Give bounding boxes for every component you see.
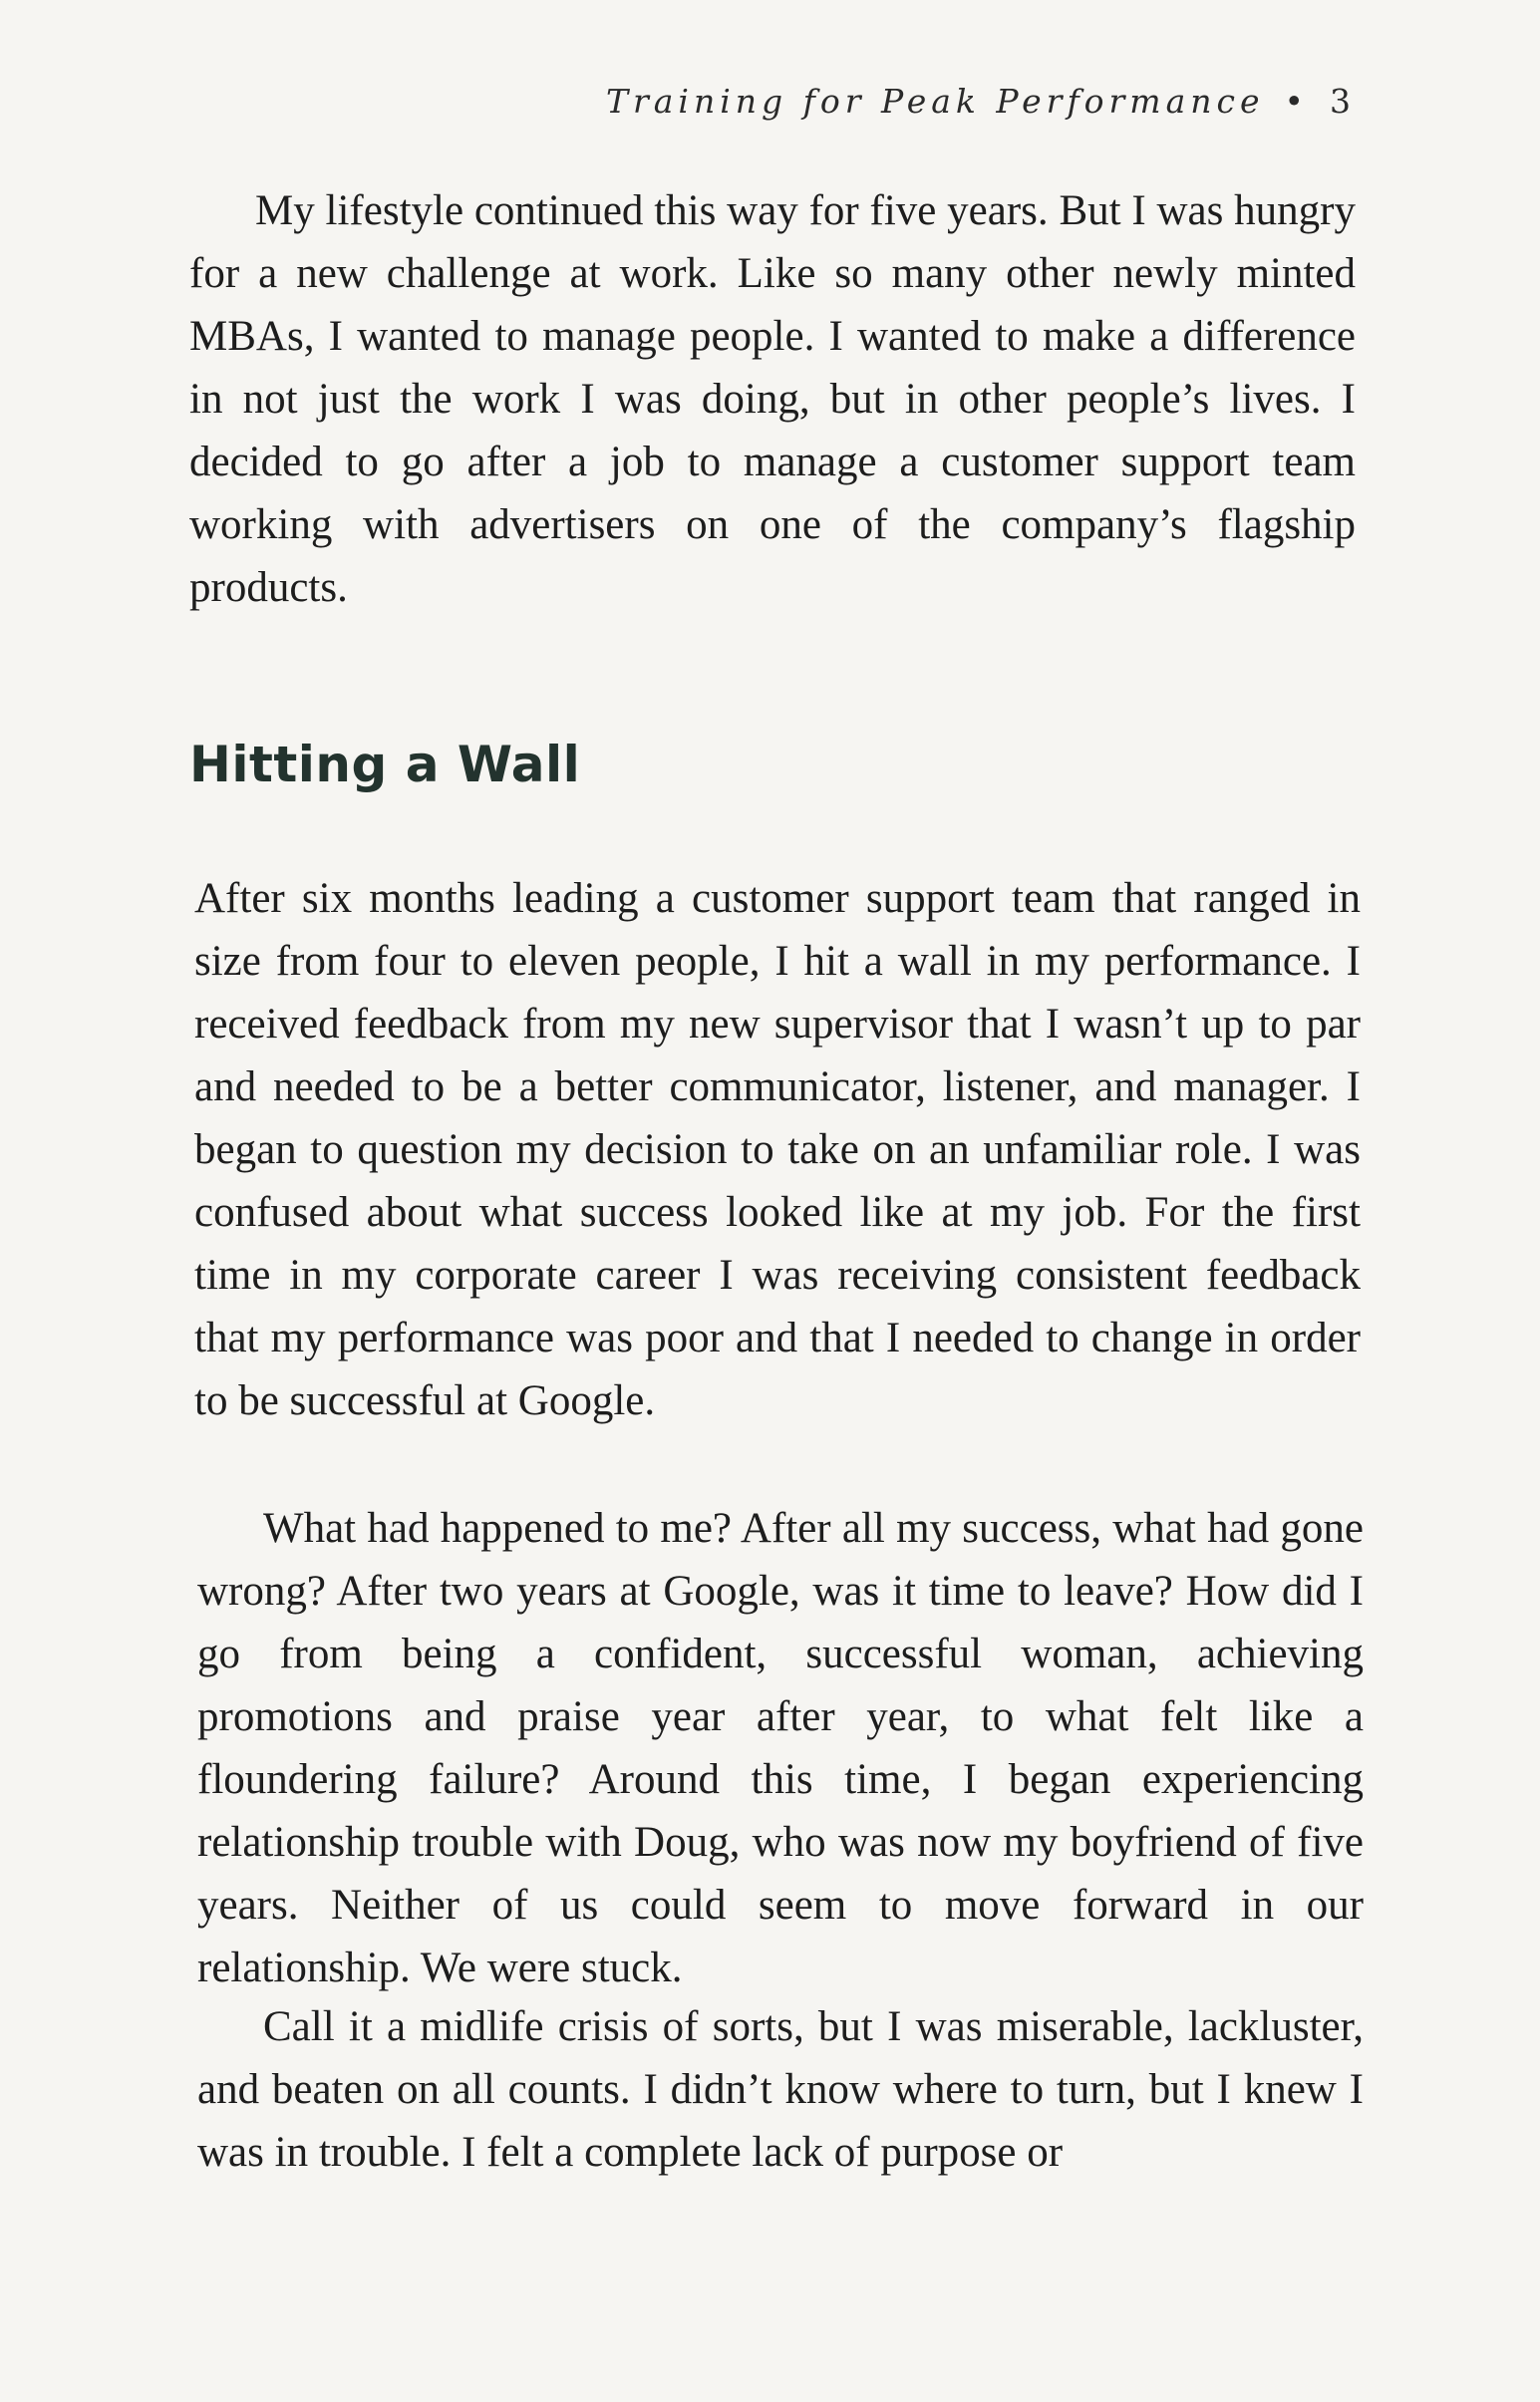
paragraph-midlife-crisis: Call it a midlife crisis of sorts, but I was miserable, lackluster, and beaten on all counts. I didn’t know where to turn, but I knew I was in trouble. I felt a complete lack of purpose or bbox=[197, 2003, 1364, 2176]
header-separator: • bbox=[1284, 82, 1304, 121]
paragraph-lifestyle: My lifestyle continued this way for five years. But I was hungry for a new challenge at work. Like so many other newly minted MBAs, I wanted to manage people. I wanted to make a difference in not just the work I was doing, but in other people’s lives. I decided to go after a job to manage a customer support team working with advertisers on one of the company’s flagship products. bbox=[189, 187, 1356, 611]
paragraph-hitting-wall: After six months leading a customer support team that ranged in size from four to eleven people, I hit a wall in my performance. I received feedback from my new supervisor that I wasn’t up to par and needed to be a better communicator, listener, and manager. I began to question my decision to take on an unfamiliar role. I was confused about what success looked like at my job. For the first time in my corporate career I was receiving consistent feedback that my performance was poor and that I needed to change in order to be successful at Google. bbox=[194, 875, 1361, 1424]
paragraph-what-happened: What had happened to me? After all my success, what had gone wrong? After two years at Google, was it time to leave? How did I go from being a confident, successful woman, achieving promotions and praise year after year, to what felt like a floundering failure? Around this time, I began experiencing relationship trouble with Doug, who was now my boyfriend of five years. Neither of us could seem to move forward in our relationship. We were stuck. bbox=[197, 1505, 1364, 1991]
running-title: Training for Peak Performance bbox=[605, 82, 1265, 121]
page-number: 3 bbox=[1330, 82, 1351, 121]
section-heading: Hitting a Wall bbox=[189, 736, 581, 793]
running-header bbox=[606, 82, 1351, 121]
